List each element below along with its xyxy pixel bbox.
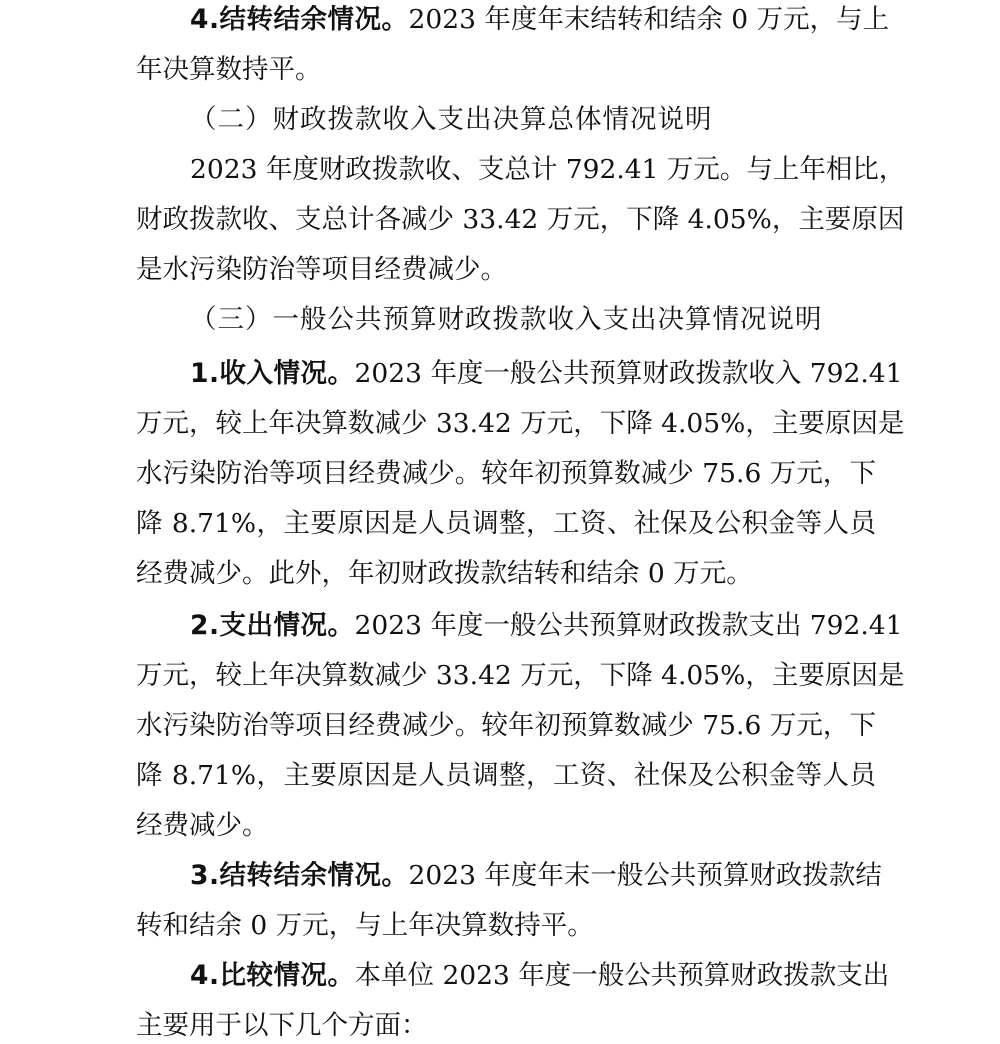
paragraph-line xyxy=(190,356,903,392)
item-title: 1.收入情况。 xyxy=(190,358,355,389)
paragraph-line xyxy=(190,608,903,644)
paragraph-line: 是水污染防治等项目经费减少。 xyxy=(136,254,507,285)
item-title: 2.支出情况。 xyxy=(190,610,355,641)
paragraph-line: 经费减少。此外，年初财政拨款结转和结余 0 万元。 xyxy=(136,558,753,589)
paragraph-line xyxy=(190,958,890,994)
paragraph-line: 水污染防治等项目经费减少。较年初预算数减少 75.6 万元，下 xyxy=(136,458,876,489)
paragraph-line: 万元，较上年决算数减少 33.42 万元，下降 4.05%，主要原因是 xyxy=(136,408,905,439)
item-title: 3.结转结余情况。 xyxy=(190,860,409,891)
paragraph-line: 万元，较上年决算数减少 33.42 万元，下降 4.05%，主要原因是 xyxy=(136,660,905,691)
paragraph-text: 2023 年度年末结转和结余 0 万元，与上 xyxy=(408,4,890,35)
section-heading: （三）一般公共预算财政拨款收入支出决算情况说明 xyxy=(190,304,823,335)
item-title: 4.比较情况。 xyxy=(190,960,355,991)
paragraph-text: 2023 年度一般公共预算财政拨款支出 792.41 xyxy=(354,610,903,641)
paragraph-text: 2023 年度一般公共预算财政拨款收入 792.41 xyxy=(354,358,903,389)
paragraph-line: 水污染防治等项目经费减少。较年初预算数减少 75.6 万元，下 xyxy=(136,710,876,741)
paragraph-line: 财政拨款收、支总计各减少 33.42 万元，下降 4.05%，主要原因 xyxy=(136,204,905,235)
paragraph-line: 2023 年度财政拨款收、支总计 792.41 万元。与上年相比， xyxy=(190,154,906,185)
paragraph-text: 本单位 2023 年度一般公共预算财政拨款支出 xyxy=(354,960,890,991)
paragraph-line xyxy=(136,52,876,88)
paragraph-line xyxy=(190,2,890,38)
paragraph-line: 主要用于以下几个方面： xyxy=(136,1010,428,1041)
paragraph-text: 年决算数持平。 xyxy=(136,54,322,85)
paragraph-line: 降 8.71%，主要原因是人员调整，工资、社保及公积金等人员 xyxy=(136,508,876,539)
paragraph-line: 降 8.71%，主要原因是人员调整，工资、社保及公积金等人员 xyxy=(136,760,876,791)
paragraph-text: 2023 年度年末一般公共预算财政拨款结 xyxy=(408,860,882,891)
paragraph-line: 转和结余 0 万元，与上年决算数持平。 xyxy=(136,910,594,941)
section-heading: （二）财政拨款收入支出决算总体情况说明 xyxy=(190,104,713,135)
paragraph-line xyxy=(190,858,882,894)
item-title: 4.结转结余情况。 xyxy=(190,4,409,35)
paragraph-line: 经费减少。 xyxy=(136,810,269,841)
